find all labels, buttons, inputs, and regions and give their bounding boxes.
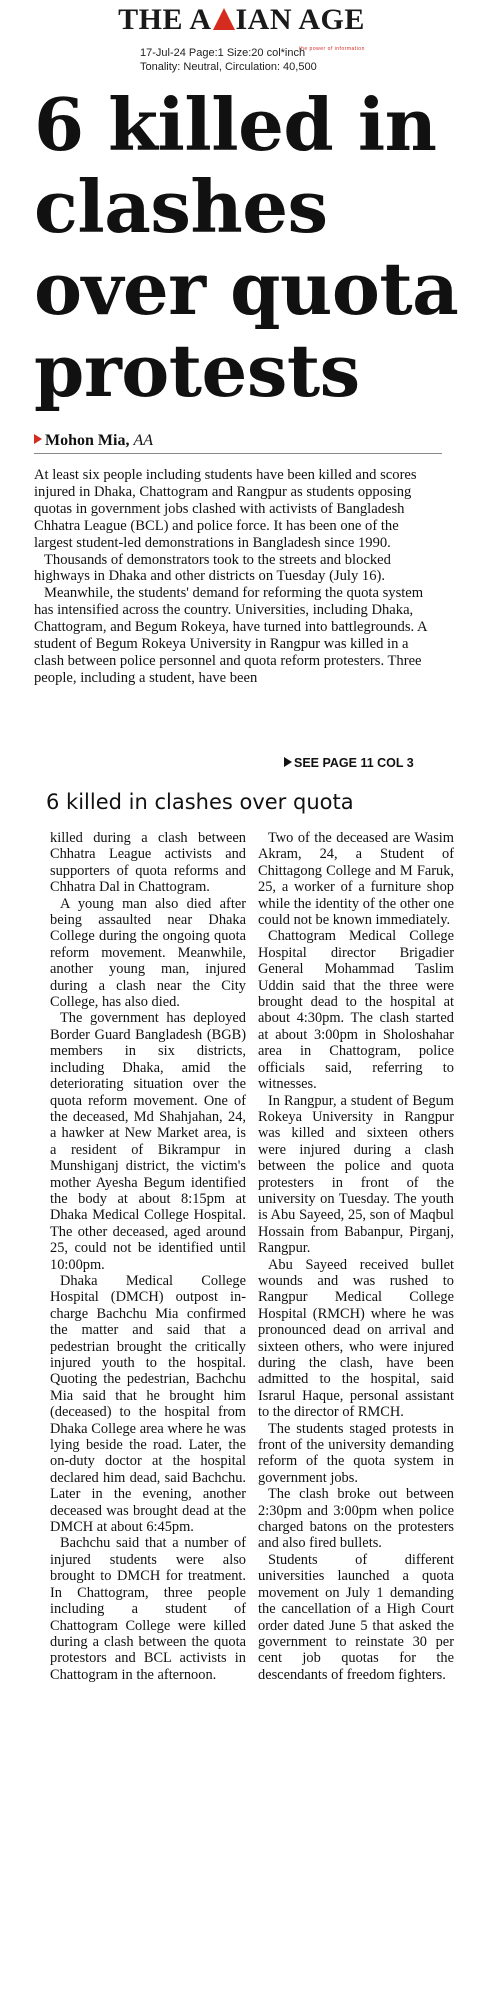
body-paragraph: The government has deployed Border Guard Bangladesh (BGB) members in six districts, including Dhaka, amid the deteriorating situation over the quota reform movement. One of the deceased, Md Shahjahan, 24, a hawker at New Market area, is a resident of Bikrampur in Munshiganj district, the victim's mother Ayesha Begum identified the body at about 8:15pm at Dhaka Medical College Hospital. The other deceased, aged around 25, could not be identified until 10:00pm.: [50, 1010, 246, 1273]
body-column-left: [50, 830, 246, 1683]
continuation-link: [284, 756, 414, 770]
logo-text-right: IAN AGE: [235, 3, 365, 36]
jump-headline: 6 killed in clashes over quota: [46, 790, 354, 814]
body-paragraph: Two of the deceased are Wasim Akram, 24, a Student of Chittagong College and M Faruk, 25, a worker of a furniture shop while the identity of the other one could not be known immediately.: [258, 830, 454, 929]
body-paragraph: In Rangpur, a student of Begum Rokeya University in Rangpur was killed and sixteen others were injured during a clash between the police and quota protesters in front of the university on Tuesday. The youth is Abu Sayeed, 25, son of Maqbul Hossain from Babanpur, Pirganj, Rangpur.: [258, 1092, 454, 1257]
logo-tagline: the power of information: [299, 46, 365, 52]
body-paragraph: The clash broke out between 2:30pm and 3:00pm when police charged batons on the protesters and also fired bullets.: [258, 1486, 454, 1552]
intro-paragraph: Thousands of demonstrators took to the streets and blocked highways in Dhaka and other districts on Tuesday (July 16).: [34, 551, 391, 585]
article-headline: 6 killed in clashes over quota protests: [34, 82, 459, 413]
body-paragraph: Dhaka Medical College Hospital (DMCH) outpost in-charge Bachchu Mia confirmed the matter and said that a pedestrian brought the critically injured youth to the hospital. Quoting the pedestrian, Bachchu Mia said that he brought him (deceased) to the hospital from Dhaka College area where he was lying beside the road. Later, the on-duty doctor at the hospital declared him dead, said Bachchu. Later in the evening, another deceased was brought dead at the DMCH at about 6:45pm.: [50, 1272, 246, 1536]
masthead: [0, 2, 483, 52]
intro-paragraph: Meanwhile, the students' demand for reforming the quota system has intensified across the country. Universities, including Dhaka, Chattogram, and Begum Rokeya, have turned into battlegrounds. A student of Begum Rokeya University in Rangpur was killed in a clash between police personnel and quota reform protesters. Three people, including a student, have been: [34, 585, 427, 686]
meta-line-date-size: 17-Jul-24 Page:1 Size:20 col*inch: [140, 47, 306, 59]
clipping-meta: [140, 46, 317, 74]
continuation-label: SEE PAGE 11 COL 3: [294, 756, 414, 770]
meta-line-tonality: Tonality: Neutral, Circulation: 40,500: [140, 61, 317, 73]
byline-arrow-icon: [34, 434, 42, 444]
intro-paragraph: At least six people including students have been killed and scores injured in Dhaka, Chattogram and Rangpur as students opposing quotas in government jobs clashed with activists of Bangladesh Chhatra League (BCL) and police force. It has been one of the largest student-led demonstrations in Bangladesh since 1990.: [34, 467, 417, 551]
body-column-right: [258, 830, 454, 1683]
body-paragraph: Students of different universities launched a quota movement on July 1 demanding the cancellation of a High Court order dated June 5 that asked the government to reinstate 30 per cent job quotas for the descendants of freedom fighters.: [258, 1551, 454, 1683]
body-paragraph: Chattogram Medical College Hospital director Brigadier General Mohammad Taslim Uddin said that the three were brought dead to the hospital at about 4:30pm. The clash started at about 3:00pm in Sholoshahar area in Chattogram, police officials said, referring to witnesses.: [258, 928, 454, 1093]
body-paragraph: The students staged protests in front of the university demanding reform of the quota system in government jobs.: [258, 1420, 454, 1486]
body-paragraph: A young man also died after being assaulted near Dhaka College during the ongoing quota reform movement. Meanwhile, another young man, injured during a clash near the City College, has also died.: [50, 895, 246, 1011]
body-paragraph: killed during a clash between Chhatra League activists and supporters of quota reforms and Chhatra Dal in Chattogram.: [50, 830, 246, 896]
continuation-arrow-icon: [284, 757, 292, 767]
byline-agency: AA: [133, 432, 153, 449]
byline: [34, 432, 442, 454]
byline-name: Mohon Mia,: [45, 432, 130, 449]
article-intro: [34, 467, 440, 687]
newspaper-logo: [118, 2, 365, 52]
body-paragraph: Abu Sayeed received bullet wounds and was rushed to Rangpur Medical College Hospital (RMCH) where he was pronounced dead on arrival and sixteen others, who were injured during the clash, have been admitted to the hospital, said Israrul Haque, personal assistant to the director of RMCH.: [258, 1256, 454, 1421]
body-paragraph: Bachchu said that a number of injured students were also brought to DMCH for treatment. In Chattogram, three people including a student of Chattogram College were killed during a clash between the quota protestors and BCL activists in Chattogram in the afternoon.: [50, 1535, 246, 1683]
logo-text-left: THE A: [118, 3, 212, 36]
logo-triangle-icon: [213, 8, 235, 30]
